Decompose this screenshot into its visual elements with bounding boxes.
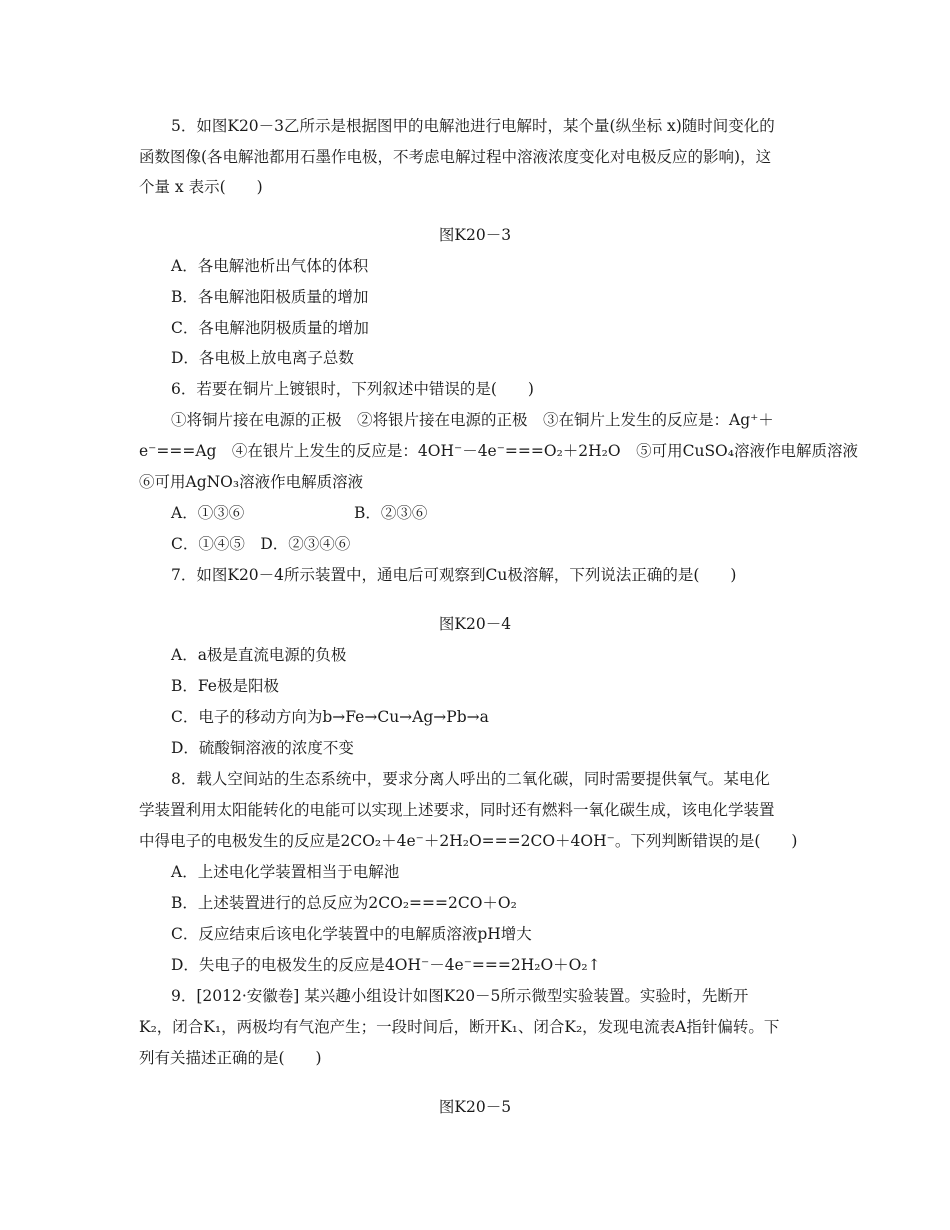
q8-line-1: 8．载人空间站的生态系统中，要求分离人呼出的二氧化碳，同时需要提供氧气。某电化	[171, 770, 770, 788]
q7-option-d: D．硫酸铜溶液的浓度不变	[171, 739, 354, 757]
q6-line-1: 6．若要在铜片上镀银时，下列叙述中错误的是( )	[171, 380, 534, 398]
q6-option-b: B．②③⑥	[354, 504, 428, 522]
figure-caption-k20-4: 图K20－4	[438, 615, 512, 633]
q9-line-2: K₂，闭合K₁，两极均有气泡产生；一段时间后，断开K₁、闭合K₂，发现电流表A指针偏转。下	[139, 1018, 780, 1036]
q9-line-3: 列有关描述正确的是( )	[139, 1049, 322, 1067]
q6-line-4: ⑥可用AgNO₃溶液作电解质溶液	[139, 473, 364, 491]
q7-line-1: 7．如图K20－4所示装置中，通电后可观察到Cu极溶解，下列说法正确的是( )	[171, 566, 737, 584]
q6-line-3: e⁻===Ag ④在银片上发生的反应是：4OH⁻－4e⁻===O₂＋2H₂O ⑤可用CuSO₄溶液作电解质溶液	[139, 442, 858, 460]
q8-option-d: D．失电子的电极发生的反应是4OH⁻－4e⁻===2H₂O＋O₂↑	[171, 956, 601, 974]
q8-line-3: 中得电子的电极发生的反应是2CO₂＋4e⁻＋2H₂O===2CO＋4OH⁻。下列判断错误的是( )	[139, 832, 798, 850]
q8-line-2: 学装置利用太阳能转化的电能可以实现上述要求，同时还有燃料一氧化碳生成，该电化学装置	[139, 801, 775, 819]
q7-option-b: B．Fe极是阳极	[171, 677, 279, 695]
figure-caption-k20-3: 图K20－3	[438, 226, 512, 244]
figure-caption-k20-5: 图K20－5	[438, 1098, 512, 1116]
q8-option-a: A．上述电化学装置相当于电解池	[171, 863, 400, 881]
q5-option-d: D．各电极上放电离子总数	[171, 349, 354, 367]
q7-option-a: A．a极是直流电源的负极	[171, 646, 347, 664]
q8-option-b: B．上述装置进行的总反应为2CO₂===2CO＋O₂	[171, 894, 517, 912]
q5-line-2: 函数图像(各电解池都用石墨作电极，不考虑电解过程中溶液浓度变化对电极反应的影响)，这	[139, 148, 772, 166]
q6-options-c-d: C．①④⑤ D．②③④⑥	[171, 535, 351, 553]
q5-option-c: C．各电解池阴极质量的增加	[171, 319, 369, 337]
q5-line-1: 5．如图K20－3乙所示是根据图甲的电解池进行电解时，某个量(纵坐标 x)随时间变化的	[171, 117, 775, 135]
q5-option-a: A．各电解池析出气体的体积	[171, 257, 369, 275]
q5-line-3: 个量 x 表示( )	[139, 178, 263, 196]
q8-option-c: C．反应结束后该电化学装置中的电解质溶液pH增大	[171, 925, 532, 943]
q6-option-a: A．①③⑥	[171, 504, 245, 522]
q9-line-1: 9．[2012·安徽卷] 某兴趣小组设计如图K20－5所示微型实验装置。实验时，先断开	[171, 987, 749, 1005]
q7-option-c: C．电子的移动方向为b→Fe→Cu→Ag→Pb→a	[171, 708, 489, 726]
q5-option-b: B．各电解池阳极质量的增加	[171, 288, 369, 306]
q6-line-2: ①将铜片接在电源的正极 ②将银片接在电源的正极 ③在铜片上发生的反应是：Ag⁺＋	[171, 411, 774, 429]
